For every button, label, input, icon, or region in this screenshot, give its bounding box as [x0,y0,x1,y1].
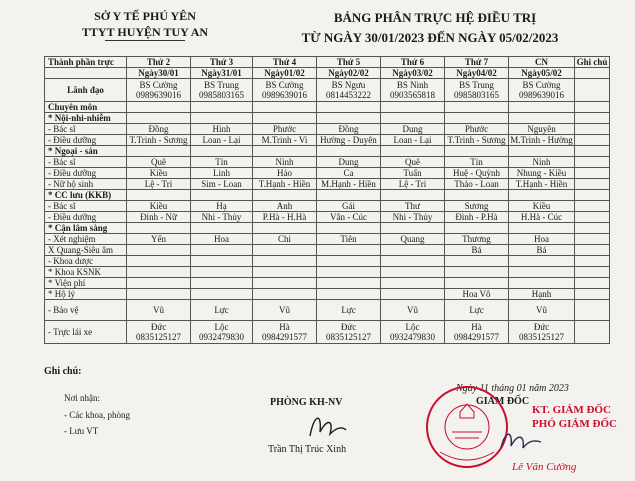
note-cell [575,201,610,212]
note-cell [575,135,610,146]
row-label: Lãnh đạo [45,79,127,102]
table-row [45,300,610,321]
leader-phone: 0985803165 [199,90,244,100]
note-cell [575,146,610,157]
driver-row [45,321,610,344]
recipient-1: - Các khoa, phòng [64,410,130,420]
duty-cell [317,146,381,157]
leader-name: BS Ngưu [331,80,366,90]
duty-cell [509,102,575,113]
driver-phone: 0835125127 [136,332,181,342]
driver-cell [191,321,253,344]
day-header: Thứ 3 [191,57,253,68]
date-header: Ngày31/01 [191,68,253,79]
duty-cell: Loan - Lại [191,135,253,146]
note-cell [575,245,610,256]
duty-cell: Hoa [509,234,575,245]
header-underline [105,40,185,41]
duty-cell [445,113,509,124]
row-label: - Xét nghiệm [45,234,127,245]
duty-cell [445,267,509,278]
duty-cell: Lực [317,300,381,321]
duty-cell [127,113,191,124]
duty-cell: Yến [127,234,191,245]
duty-cell [381,267,445,278]
leader-phone: 0814453222 [326,90,371,100]
leader-phone: 0989639016 [136,90,181,100]
duty-cell: Lực [445,300,509,321]
duty-cell [191,278,253,289]
duty-cell [445,256,509,267]
driver-cell [127,321,191,344]
row-label: * Hộ lý [45,289,127,300]
table-row [45,278,610,289]
driver-phone: 0984291577 [454,332,499,342]
note-cell [575,168,610,179]
note-cell [575,234,610,245]
duty-cell [253,102,317,113]
duty-cell: Hường - Duyên [317,135,381,146]
duty-cell [127,289,191,300]
duty-cell: Hảo [253,168,317,179]
duty-cell [253,113,317,124]
dept-signature [300,410,350,442]
duty-cell: Vũ [253,300,317,321]
row-label: - Điều dưỡng [45,212,127,223]
driver-cell [381,321,445,344]
duty-cell: Dung [317,157,381,168]
duty-cell: Thương [445,234,509,245]
duty-cell [253,245,317,256]
driver-name: Hà [279,322,290,332]
driver-phone: 0835125127 [519,332,564,342]
duty-cell: H.Hà - Cúc [509,212,575,223]
date-header: Ngày05/02 [509,68,575,79]
duty-cell: Lệ - Tri [381,179,445,190]
duty-cell: Hoa [191,234,253,245]
duty-cell [191,190,253,201]
leader-name: BS Trung [204,80,239,90]
duty-cell [381,245,445,256]
sign-date: Ngày 11 tháng 01 năm 2023 [456,383,569,394]
row-label: - Nữ hộ sinh [45,179,127,190]
duty-cell [509,146,575,157]
duty-cell: Vũ [381,300,445,321]
duty-cell [191,289,253,300]
duty-cell [317,223,381,234]
table-row [45,157,610,168]
duty-cell [509,113,575,124]
row-label: * CC lưu (KKB) [45,190,127,201]
duty-cell: Đình - Nữ [127,212,191,223]
leader-phone: 0903565818 [390,90,435,100]
duty-cell [381,113,445,124]
driver-name: Hà [471,322,482,332]
leader-name: BS Cường [265,80,304,90]
duty-cell [317,113,381,124]
duty-cell: Tiên [317,234,381,245]
duty-cell [253,190,317,201]
duty-cell [381,190,445,201]
duty-cell [127,146,191,157]
note-cell [575,278,610,289]
duty-cell: Hạ [191,201,253,212]
duty-cell [317,278,381,289]
duty-cell: M.Hạnh - Hiền [317,179,381,190]
duty-cell: Quê [381,157,445,168]
driver-phone: 0835125127 [326,332,371,342]
duty-cell [317,245,381,256]
duty-cell [127,267,191,278]
table-row [45,234,610,245]
duty-cell: Bá [509,245,575,256]
duty-cell [317,190,381,201]
recipient-2: - Lưu VT [64,426,99,436]
leader-row [45,79,610,102]
duty-cell [317,102,381,113]
driver-name: Đức [150,322,167,332]
leader-cell [127,79,191,102]
duty-cell [445,278,509,289]
row-label: * Ngoại - sản [45,146,127,157]
duty-cell [253,289,317,300]
row-label: - Bác sĩ [45,201,127,212]
driver-name: Lộc [405,322,420,332]
duty-cell: Tín [445,157,509,168]
duty-cell: Hinh [191,124,253,135]
duty-cell: Bá [445,245,509,256]
doc-subtitle: TỪ NGÀY 30/01/2023 ĐẾN NGÀY 05/02/2023 [301,30,559,45]
duty-cell: Nhi - Thủy [191,212,253,223]
leader-name: BS Trung [459,80,494,90]
duty-cell: Huệ - Quỳnh [445,168,509,179]
duty-cell [191,267,253,278]
note-cell [575,124,610,135]
note-cell [575,157,610,168]
date-header: Ngày03/02 [381,68,445,79]
duty-cell: Ninh [253,157,317,168]
duty-cell [253,146,317,157]
duty-cell: T.Trinh - Sương [445,135,509,146]
duty-cell [381,278,445,289]
leader-cell [317,79,381,102]
date-header-row [45,68,610,79]
duty-cell: Quang [381,234,445,245]
duty-cell: Sương [445,201,509,212]
duty-cell: Đình - P.Hà [445,212,509,223]
row-label: - Khoa dược [45,256,127,267]
duty-cell: Tín [191,157,253,168]
duty-cell [509,223,575,234]
duty-cell [253,267,317,278]
duty-cell [127,223,191,234]
table-row [45,146,610,157]
table-row [45,223,610,234]
duty-cell: Linh [191,168,253,179]
duty-cell: T.Hạnh - Hiền [509,179,575,190]
leader-name: BS Cường [522,80,561,90]
duty-cell: Phước [445,124,509,135]
row-label: X Quang-Siêu âm [45,245,127,256]
org-line-2: TTYT HUYỆN TUY AN [81,25,209,39]
table-row [45,267,610,278]
duty-cell: P.Hà - H.Hà [253,212,317,223]
duty-cell [127,256,191,267]
duty-cell [381,102,445,113]
duty-cell: M.Trinh - Hường [510,134,573,145]
org-line-1: SỞ Y TẾ PHÚ YÊN [94,9,196,23]
duty-cell [445,146,509,157]
duty-cell [253,223,317,234]
leader-phone: 0989639016 [519,90,564,100]
duty-cell: Vân - Cúc [317,212,381,223]
duty-cell: T.Hạnh - Hiền [253,179,317,190]
duty-cell [127,278,191,289]
duty-cell: Quê [127,157,191,168]
dept-signer: Trần Thị Trúc Xinh [268,444,347,455]
duty-cell [445,190,509,201]
driver-cell [253,321,317,344]
duty-cell [509,190,575,201]
row-label: - Bác sĩ [45,157,127,168]
duty-cell [509,278,575,289]
duty-cell: Đồng [317,124,381,135]
table-row [45,212,610,223]
duty-cell [191,102,253,113]
table-row [45,256,610,267]
duty-cell [381,256,445,267]
empty-cell [45,68,127,79]
leader-phone: 0985803165 [454,90,499,100]
note-column-header: Ghi chú [575,57,610,68]
duty-cell [317,289,381,300]
duty-cell: Vũ [509,300,575,321]
schedule-table [44,56,610,344]
duty-cell: Vũ [127,300,191,321]
note-cell [575,179,610,190]
driver-name: Lộc [214,322,229,332]
driver-cell [509,321,575,344]
duty-cell: Sim - Loan [191,179,253,190]
note-cell [575,223,610,234]
row-label: * Nội-nhi-nhiễm [45,113,127,124]
duty-cell: M.Trinh - Vi [253,135,317,146]
duty-cell [191,256,253,267]
note-cell [575,256,610,267]
day-header: Thứ 2 [127,57,191,68]
day-header: Thứ 7 [445,57,509,68]
recipients-label: Nơi nhận: [64,393,101,403]
driver-phone: 0932479830 [390,332,435,342]
driver-cell [445,321,509,344]
note-cell [575,300,610,321]
empty-cell [575,68,610,79]
duty-cell: Phước [253,124,317,135]
corner-cell: Thành phần trực [45,57,127,68]
director-title: GIÁM ĐỐC [476,396,530,407]
leader-cell [445,79,509,102]
table-row [45,168,610,179]
leader-cell [253,79,317,102]
row-label: - Điều dưỡng [45,135,127,146]
duty-cell: Nhi - Thủy [381,212,445,223]
duty-cell [127,102,191,113]
table-row [45,201,610,212]
note-cell [575,289,610,300]
duty-cell: Thảo - Loan [445,179,509,190]
day-header: Thứ 4 [253,57,317,68]
date-header: Ngày01/02 [253,68,317,79]
row-label: Chuyên môn [45,102,127,113]
day-header: Thứ 5 [317,57,381,68]
duty-cell: Nguyên [509,124,575,135]
note-cell [575,267,610,278]
duty-cell: Hạnh [509,289,575,300]
duty-cell: Chi [253,234,317,245]
duty-cell: T.Trinh - Sương [127,135,191,146]
leader-phone: 0989639016 [262,90,307,100]
table-row [45,102,610,113]
duty-cell [127,190,191,201]
duty-cell [253,256,317,267]
duty-cell [381,146,445,157]
row-label: * Viện phí [45,278,127,289]
dept-title: PHÒNG KH-NV [270,397,343,408]
table-row [45,289,610,300]
duty-cell: Đồng [127,124,191,135]
row-label: - Trực lái xe [45,321,127,344]
duty-cell: Kiều [127,201,191,212]
duty-cell: Hoa Vô [445,289,509,300]
duty-cell: Gái [317,201,381,212]
leader-cell [381,79,445,102]
director-signature [495,428,545,454]
duty-cell [191,113,253,124]
date-header: Ngày30/01 [127,68,191,79]
duty-cell: Loan - Lại [381,135,445,146]
duty-cell [253,278,317,289]
duty-cell: Tuấn [381,168,445,179]
row-label: * Cận lâm sàng [45,223,127,234]
note-cell [575,190,610,201]
duty-cell: Ninh [509,157,575,168]
duty-cell [127,245,191,256]
driver-name: Đức [533,322,550,332]
duty-cell [381,223,445,234]
table-row [45,179,610,190]
duty-cell [509,267,575,278]
note-cell [575,102,610,113]
duty-cell [317,267,381,278]
table-row [45,135,610,146]
duty-cell: Dung [381,124,445,135]
duty-cell [191,146,253,157]
duty-cell: Lệ - Tri [127,179,191,190]
duty-cell [317,256,381,267]
date-header: Ngày02/02 [317,68,381,79]
driver-phone: 0984291577 [262,332,307,342]
row-label: - Điều dưỡng [45,168,127,179]
table-row [45,124,610,135]
duty-cell: Anh [253,201,317,212]
driver-cell [317,321,381,344]
leader-name: BS Cường [139,80,178,90]
leader-cell [509,79,575,102]
duty-cell: Ca [317,168,381,179]
note-cell [575,321,610,344]
day-header: Thứ 6 [381,57,445,68]
driver-phone: 0932479830 [199,332,244,342]
duty-cell: Kiều [509,201,575,212]
duty-cell: Lực [191,300,253,321]
driver-name: Đức [340,322,357,332]
leader-name: BS Ninh [396,80,429,90]
duty-cell [191,245,253,256]
row-label: - Bảo vệ [45,300,127,321]
note-cell [575,113,610,124]
note-cell [575,79,610,102]
signer-name: Lê Văn Cường [512,461,577,473]
table-row [45,190,610,201]
leader-cell [191,79,253,102]
duty-cell: Nhung - Kiều [509,168,575,179]
table-row [45,245,610,256]
deputy-director-title: PHÓ GIÁM ĐỐC [532,418,617,430]
note-cell [575,212,610,223]
day-header: CN [509,57,575,68]
duty-cell [191,223,253,234]
duty-cell [381,289,445,300]
official-stamp [422,382,512,472]
duty-cell [445,223,509,234]
note-label: Ghi chú: [44,366,82,377]
duty-cell: Kiều [127,168,191,179]
row-label: - Bác sĩ [45,124,127,135]
table-row [45,113,610,124]
kt-director-title: KT. GIÁM ĐỐC [532,404,611,416]
date-header: Ngày04/02 [445,68,509,79]
duty-cell [445,102,509,113]
doc-title: BẢNG PHÂN TRỰC HỆ ĐIỀU TRỊ [333,10,537,25]
duty-cell: Thư [381,201,445,212]
day-header-row [45,57,610,68]
duty-cell [509,256,575,267]
row-label: * Khoa KSNK [45,267,127,278]
